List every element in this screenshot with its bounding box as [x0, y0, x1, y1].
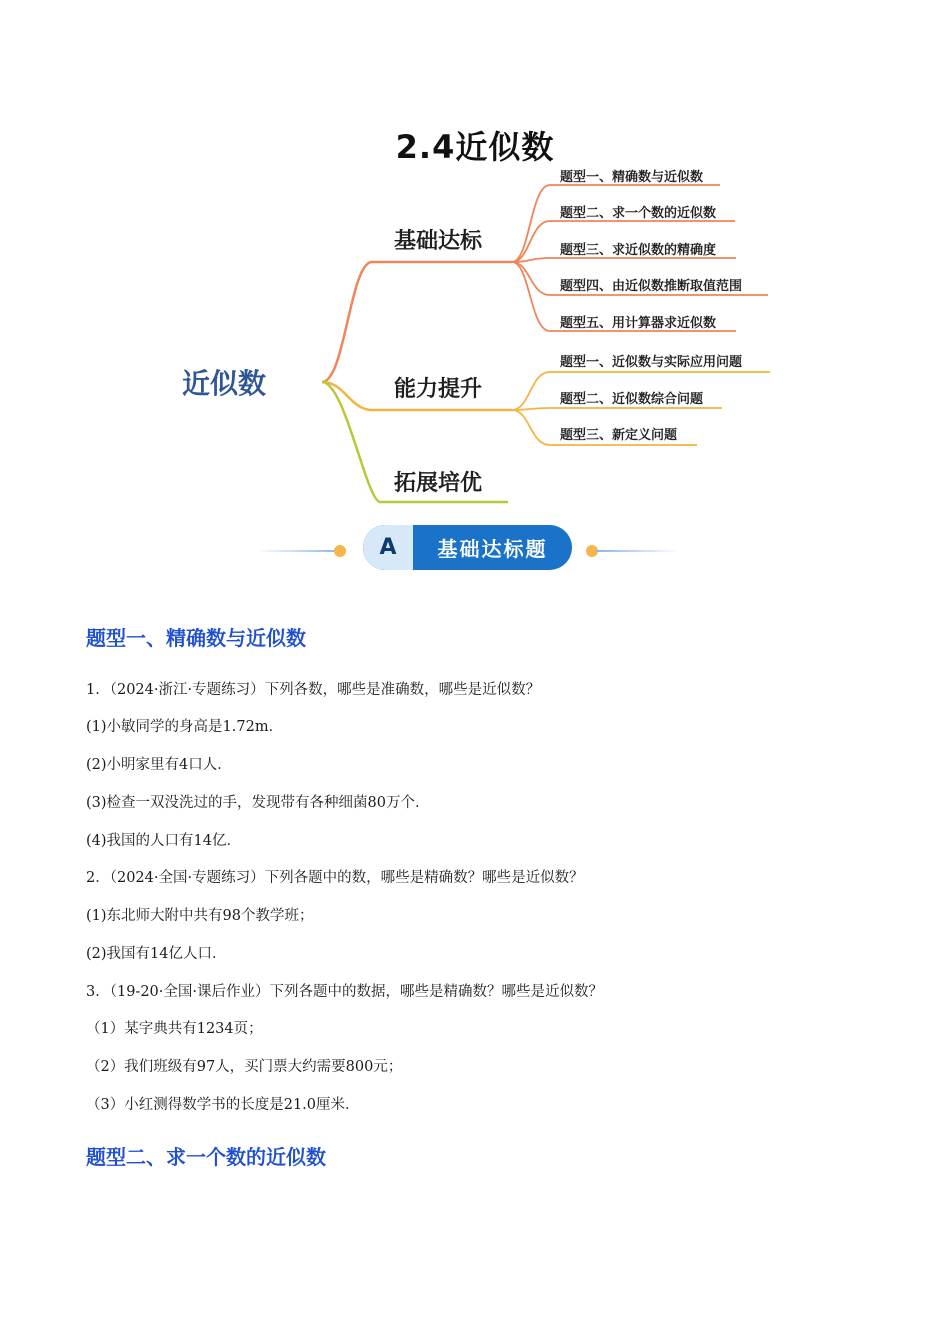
connector-b2-leaf2: [512, 408, 722, 410]
connector-b1-leaf3: [512, 258, 736, 262]
section-heading: 题型二、求一个数的近似数: [86, 1145, 326, 1169]
document-title: 2.4近似数: [395, 128, 555, 166]
question-3-stem: 3．（19-20·全国·课后作业）下列各题中的数据，哪些是精确数？哪些是近似数？: [86, 984, 603, 1000]
mindmap-leaf: 题型二、求一个数的近似数: [560, 206, 717, 221]
banner-text: 基础达标题: [437, 537, 548, 561]
question-2-part-2: (2)我国有14亿人口．: [86, 946, 227, 962]
mindmap-branch-ability: 能力提升: [394, 377, 483, 402]
question-3-part-3: （3）小红测得数学书的长度是21.0厘米．: [86, 1097, 360, 1113]
mindmap-leaf: 题型三、求近似数的精确度: [560, 243, 717, 258]
mindmap-leaf: 题型一、精确数与近似数: [560, 170, 704, 185]
question-2-part-1: (1)东北师大附中共有98个教学班；: [86, 908, 314, 924]
mindmap-branch-basic: 基础达标: [394, 229, 483, 254]
question-1-stem: 1．（2024·浙江·专题练习）下列各数，哪些是准确数，哪些是近似数？: [86, 682, 541, 698]
mindmap-leaf: 题型四、由近似数推断取值范围: [560, 279, 743, 294]
mindmap-leaf: 题型一、近似数与实际应用问题: [560, 355, 743, 370]
question-1-part-3: (3)检查一双没洗过的手，发现带有各种细菌80万个．: [86, 795, 430, 811]
question-3-part-2: （2）我们班级有97人，买门票大约需要800元；: [86, 1059, 403, 1075]
mindmap-diagram: [0, 0, 950, 600]
banner-decor-dot-left: [334, 545, 346, 557]
section-banner: [363, 525, 572, 570]
question-3-part-1: （1）某字典共有1234页；: [86, 1021, 263, 1037]
question-1-part-2: (2)小明家里有4口人．: [86, 757, 232, 773]
banner-decor-line-left: [255, 550, 340, 552]
mindmap-leaf: 题型五、用计算器求近似数: [560, 316, 717, 331]
question-1-part-4: (4)我国的人口有14亿．: [86, 833, 241, 849]
mindmap-leaf: 题型三、新定义问题: [560, 428, 678, 443]
question-2-stem: 2．（2024·全国·专题练习）下列各题中的数，哪些是精确数？哪些是近似数？: [86, 870, 584, 886]
mindmap-leaf: 题型二、近似数综合问题: [560, 392, 704, 407]
connector-root-branch1: [322, 262, 512, 382]
question-1-part-1: (1)小敏同学的身高是1.72m．: [86, 719, 284, 735]
mindmap-root: 近似数: [182, 367, 267, 400]
mindmap-branch-extension: 拓展培优: [394, 471, 483, 496]
section-heading: 题型一、精确数与近似数: [86, 626, 306, 650]
banner-decor-line-right: [596, 550, 681, 552]
banner-letter: A: [363, 525, 413, 570]
